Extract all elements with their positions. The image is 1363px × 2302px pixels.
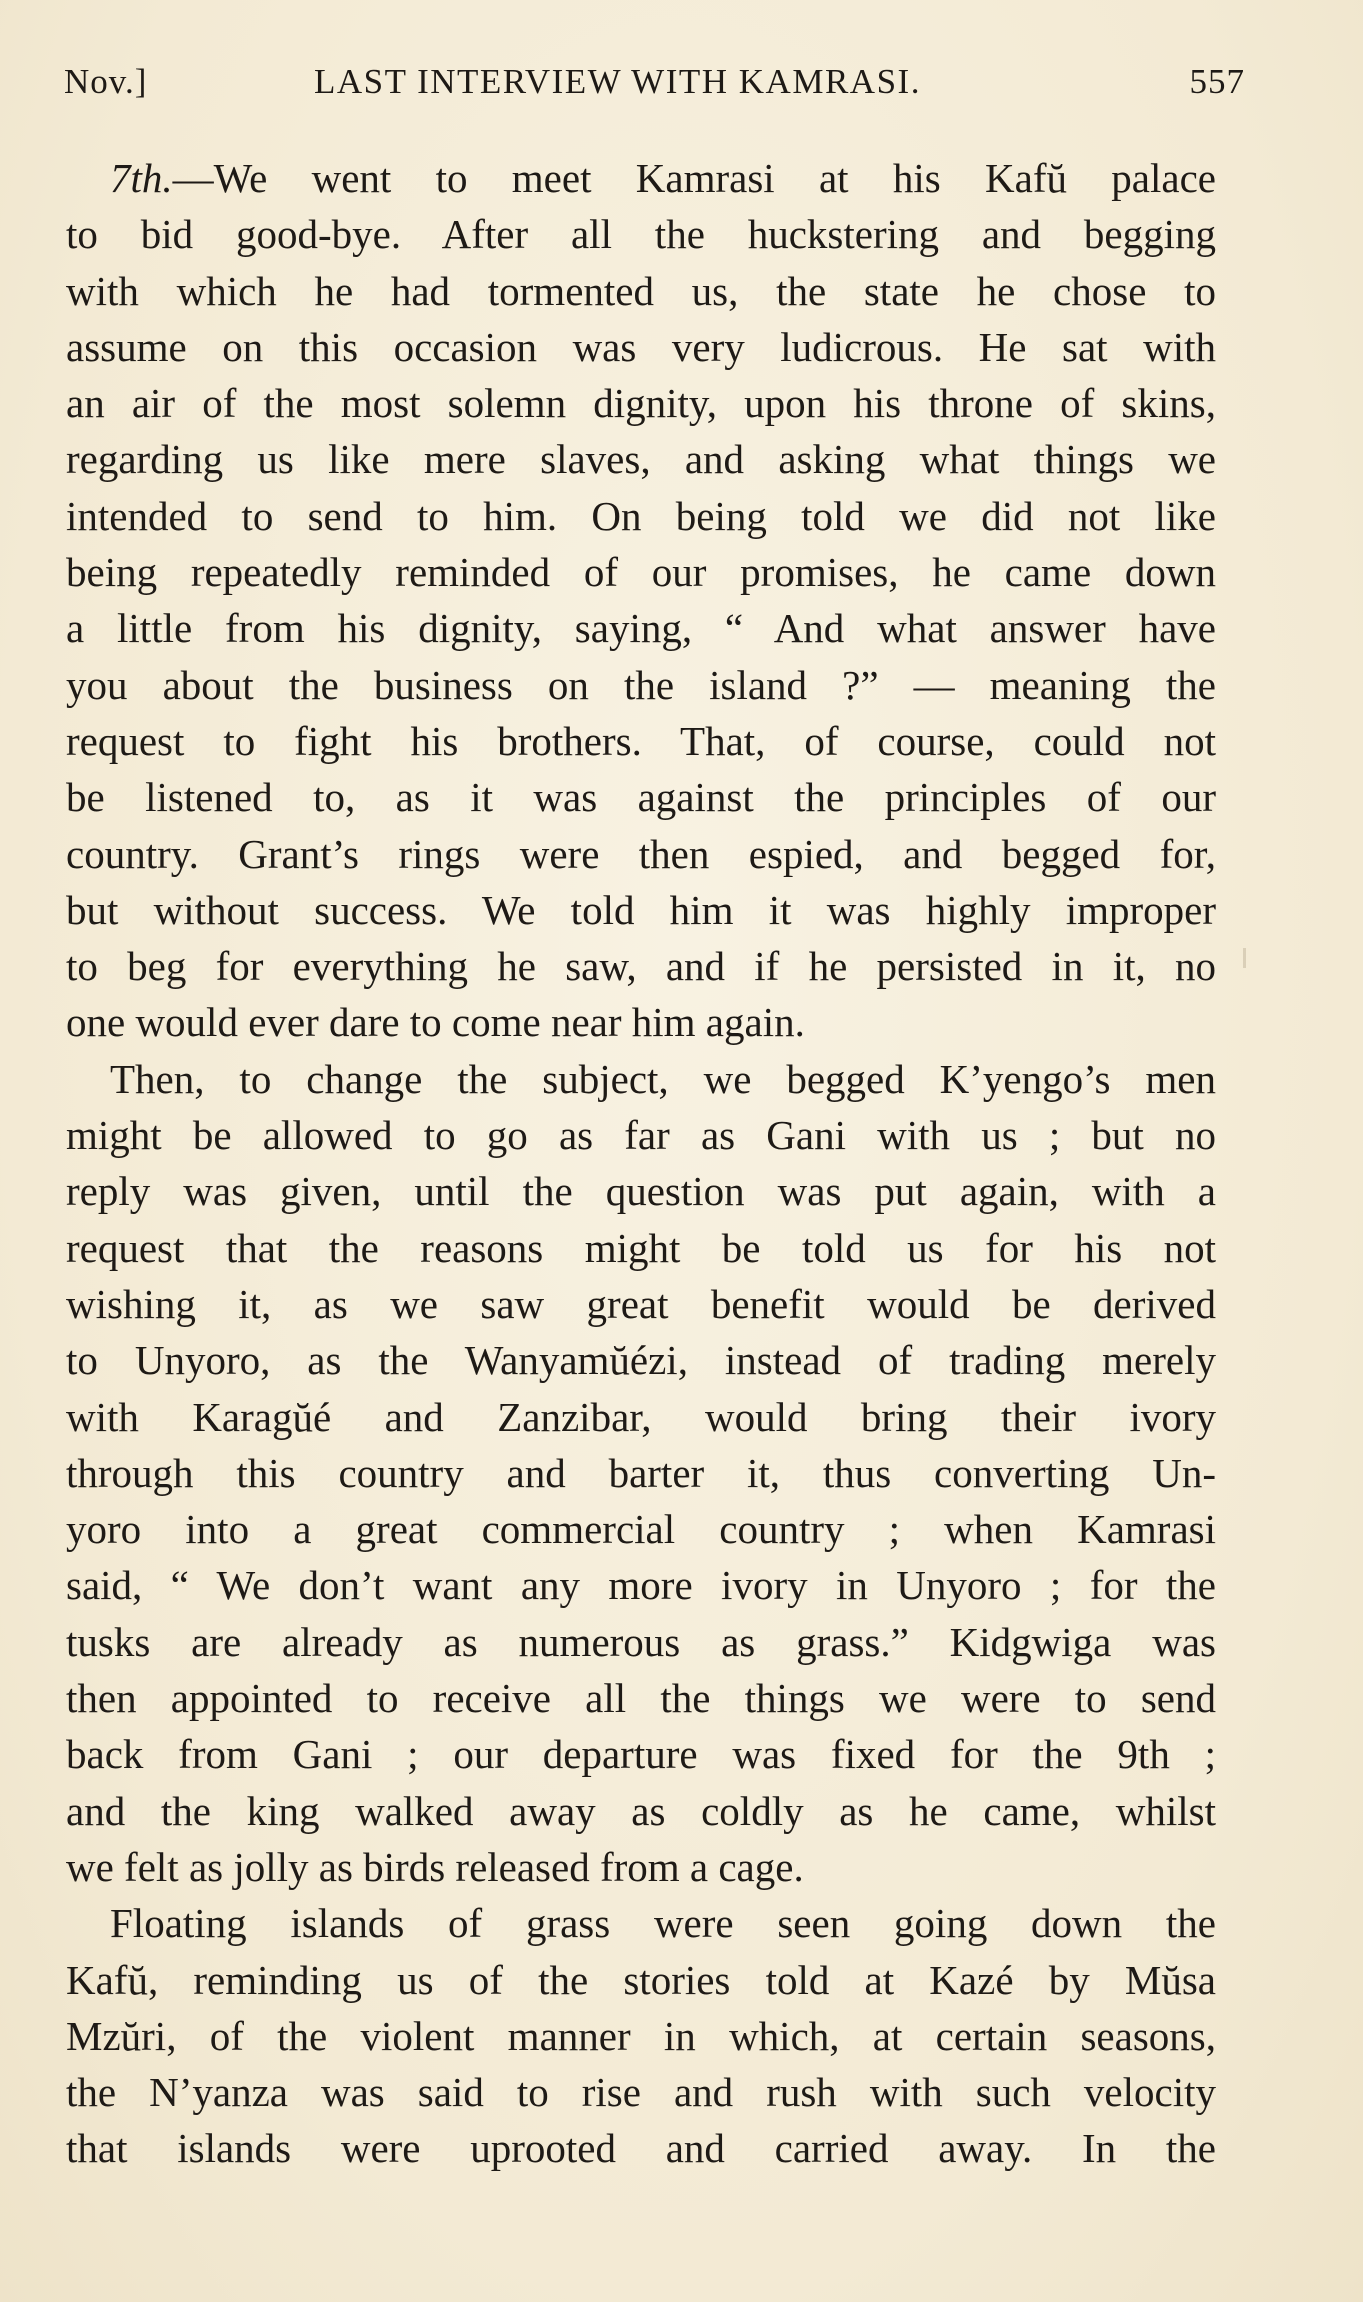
text-line — [66, 1501, 1216, 1557]
running-head-date: Nov.] — [64, 62, 148, 101]
line-text: assume on this occasion was very ludicrous. He sat with — [66, 323, 1216, 370]
line-text: regarding us like mere slaves, and asking what things we — [66, 436, 1216, 483]
text-line — [66, 375, 1216, 431]
line-text: yoro into a great commercial country ; when Kamrasi — [66, 1506, 1216, 1553]
line-text: with which he had tormented us, the state he chose to — [66, 267, 1216, 314]
text-line — [66, 1670, 1216, 1726]
text-line — [66, 2120, 1216, 2176]
text-line — [66, 882, 1216, 938]
text-line — [66, 657, 1216, 713]
page-number: 557 — [1189, 62, 1245, 101]
line-text: through this country and barter it, thus converting Un- — [66, 1449, 1216, 1496]
text-line — [66, 1163, 1216, 1219]
text-line — [66, 1726, 1216, 1782]
text-line — [66, 1952, 1216, 2008]
text-line — [66, 1276, 1216, 1332]
line-text: Kafŭ, reminding us of the stories told at Kazé by Mŭsa — [66, 1956, 1216, 2003]
line-text: back from Gani ; our departure was fixed for the 9th ; — [66, 1731, 1216, 1778]
line-text: might be allowed to go as far as Gani with us ; but no — [66, 1112, 1216, 1159]
line-text: a little from his dignity, saying, “ And what answer have — [66, 605, 1216, 652]
text-line — [66, 319, 1216, 375]
text-line — [66, 1051, 1216, 1107]
line-text: Then, to change the subject, we begged K’yengo’s men — [110, 1055, 1216, 1102]
text-line — [66, 600, 1216, 656]
line-text: tusks are already as numerous as grass.” Kidgwiga was — [66, 1618, 1216, 1665]
running-head — [64, 62, 1245, 112]
line-text: one would ever dare to come near him again. — [66, 999, 805, 1046]
line-text: be listened to, as it was against the principles of our — [66, 774, 1216, 821]
text-line — [66, 1445, 1216, 1501]
line-text: that islands were uprooted and carried away. In the — [66, 2125, 1216, 2172]
text-line — [66, 1783, 1216, 1839]
line-text: being repeatedly reminded of our promises, he came down — [66, 549, 1216, 596]
text-line — [66, 769, 1216, 825]
line-text: request that the reasons might be told us for his not — [66, 1224, 1216, 1271]
text-line — [66, 206, 1216, 262]
line-text: request to fight his brothers. That, of course, could not — [66, 717, 1216, 764]
margin-mark — [1243, 948, 1246, 968]
line-text: said, “ We don’t want any more ivory in Unyoro ; for the — [66, 1562, 1216, 1609]
line-text: to beg for everything he saw, and if he persisted in it, no — [66, 943, 1216, 990]
line-text: an air of the most solemn dignity, upon his throne of skins, — [66, 380, 1216, 427]
text-line — [66, 431, 1216, 487]
text-line — [66, 488, 1216, 544]
line-text: to Unyoro, as the Wanyamŭézi, instead of trading merely — [66, 1337, 1216, 1384]
line-text: reply was given, until the question was put again, with a — [66, 1168, 1216, 1215]
text-line — [66, 1220, 1216, 1276]
text-line — [66, 713, 1216, 769]
line-text: and the king walked away as coldly as he came, whilst — [66, 1787, 1216, 1834]
line-text: the N’yanza was said to rise and rush with such velocity — [66, 2069, 1216, 2116]
text-line — [66, 1389, 1216, 1445]
text-line — [66, 1557, 1216, 1613]
text-line — [66, 150, 1216, 206]
date-lead: 7th. — [110, 155, 173, 201]
line-text: then appointed to receive all the things we were to send — [66, 1675, 1216, 1722]
text-line — [66, 1107, 1216, 1163]
text-line — [66, 2064, 1216, 2120]
text-line — [66, 2008, 1216, 2064]
text-line — [66, 263, 1216, 319]
line-text: you about the business on the island ?” — meaning the — [66, 661, 1216, 708]
line-text: to bid good-bye. After all the huckstering and begging — [66, 211, 1216, 258]
text-line — [66, 938, 1216, 994]
text-line — [66, 1614, 1216, 1670]
text-line — [66, 1839, 1216, 1895]
line-text: but without success. We told him it was highly improper — [66, 886, 1216, 933]
line-text: —We went to meet Kamrasi at his Kafŭ palace — [172, 155, 1216, 201]
line-text: intended to send to him. On being told we did not like — [66, 492, 1216, 539]
text-line — [66, 826, 1216, 882]
text-line — [66, 544, 1216, 600]
line-text: Mzŭri, of the violent manner in which, at certain seasons, — [66, 2012, 1216, 2059]
line-text: we felt as jolly as birds released from a cage. — [66, 1843, 804, 1890]
line-text: Floating islands of grass were seen going down the — [110, 1900, 1216, 1947]
running-head-title: LAST INTERVIEW WITH KAMRASI. — [314, 62, 921, 101]
line-text: with Karagŭé and Zanzibar, would bring their ivory — [66, 1393, 1216, 1440]
text-line — [66, 994, 1216, 1050]
line-text: country. Grant’s rings were then espied, and begged for, — [66, 830, 1216, 877]
line-text: wishing it, as we saw great benefit would be derived — [66, 1280, 1216, 1327]
body-text — [66, 150, 1216, 2177]
text-line — [66, 1895, 1216, 1951]
text-line — [66, 1332, 1216, 1388]
